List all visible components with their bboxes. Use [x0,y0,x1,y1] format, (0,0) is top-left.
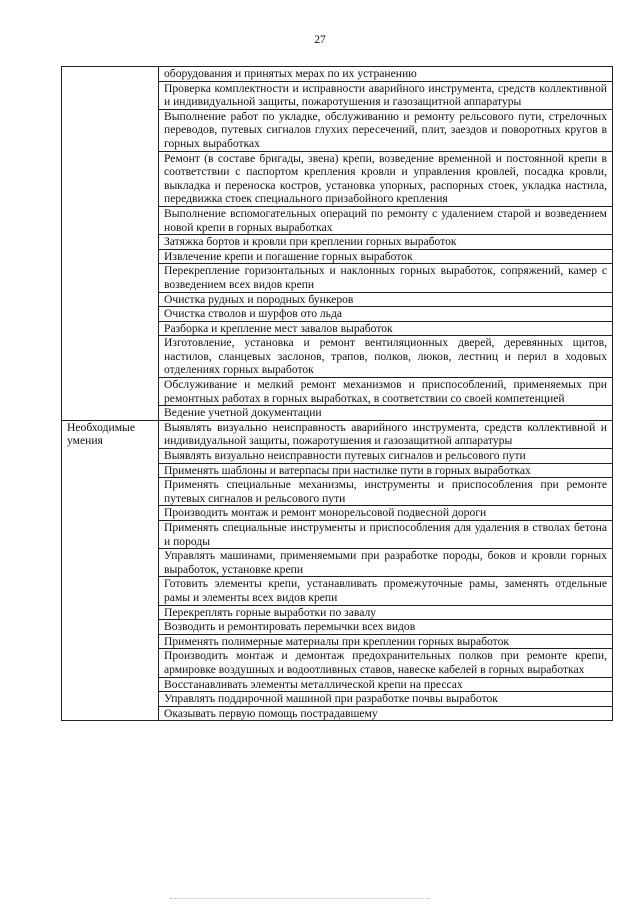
row-text-cell [159,307,613,322]
row-text: Очистка стволов и шурфов ото льда [164,307,343,321]
row-text: Выявлять визуально неисправности путевых сигналов и рельсового пути [164,449,526,463]
row-text: Применять полимерные материалы при креплении горных выработок [164,634,510,648]
row-text: Возводить и ремонтировать перемычки всех видов [164,620,416,634]
row-text-cell [159,81,613,109]
row-text: Перекрепление горизонтальных и наклонных горных выработок, сопряжений, камер с возведением всех видов крепи [164,264,607,291]
row-text: Оказывать первую помощь пострадавшему [164,706,378,720]
table-row [62,420,613,448]
row-text: Очистка рудных и породных бункеров [164,292,354,306]
row-text: Выявлять визуально неисправность аварийного инструмента, средств коллективной и индивидуальной защиты, пожаротушения и газозащитной аппаратуры [164,420,607,448]
row-text-cell [159,706,613,721]
row-text: Готовить элементы крепи, устанавливать промежуточные рамы, заменять отдельные рамы и элементы всех видов крепи [164,577,607,604]
row-text-cell [159,506,613,521]
row-text: Применять шаблоны и ватерпасы при настилке пути в горных выработках [164,463,531,477]
row-text: Обслуживание и мелкий ремонт механизмов и приспособлений, применяемых при ремонтных работах в горных выработках, в соответствии со своей компетенцией [164,378,607,405]
row-text-cell [159,151,613,206]
row-text: Производить монтаж и демонтаж предохранительных полков при ремонте крепи, армировке воздушных и водоотливных ставов, навеске кабелей в горных выработках [164,649,607,676]
row-text: Выполнение вспомогательных операций по ремонту с удалением старой и возведением новой крепи в горных выработках [164,206,607,234]
table-row [62,67,613,82]
row-text-cell [159,321,613,336]
row-text: Управлять поддирочной машиной при разработке почвы выработок [164,692,498,706]
row-text: Выполнение работ по укладке, обслуживанию и ремонту рельсового пути, стрелочных переводов, путевых сигналов глухих пересечений, плит, заездов и поворотных кругов в горных выработках [164,109,607,150]
row-text-cell [159,677,613,692]
row-text: Извлечение крепи и погашение горных выработок [164,249,413,263]
row-text-cell [159,549,613,577]
row-text-cell [159,336,613,378]
row-text-cell [159,206,613,234]
row-text: Затяжка бортов и кровли при креплении горных выработок [164,235,457,249]
row-text-cell [159,235,613,250]
section-label [62,67,159,421]
row-text-cell [159,634,613,649]
row-text-cell [159,620,613,635]
page-number: 27 [314,34,326,46]
row-text: Производить монтаж и ремонт монорельсовой подвесной дороги [164,506,487,520]
row-text-cell [159,577,613,605]
row-text: Восстанавливать элементы металлической крепи на прессах [164,677,463,691]
row-text-cell [159,67,613,82]
row-text-cell [159,292,613,307]
row-text-cell [159,463,613,478]
competency-table [61,66,613,721]
row-text-cell [159,406,613,421]
row-text: Проверка комплектности и исправности аварийного инструмента, средств коллективной и индивидуальной защиты, пожаротушения и газозащитной аппаратуры [164,81,607,109]
scan-artifact-line [170,898,430,899]
row-text-cell [159,249,613,264]
row-text-cell [159,649,613,677]
row-text: Разборка и крепление мест завалов выработок [164,321,393,335]
row-text-cell [159,264,613,292]
row-text-cell [159,692,613,707]
row-text-cell [159,420,613,448]
row-text-cell [159,449,613,464]
row-text: Перекреплять горные выработки по завалу [164,605,377,619]
section-label: Необходимые умения [62,420,159,720]
row-text: Изготовление, установка и ремонт вентиляционных дверей, деревянных щитов, настилов, сланцевых заслонов, трапов, полков, люков, лестниц и перил в ходовых отделениях горных выработок [164,336,607,377]
row-text-cell [159,521,613,549]
row-text: Ремонт (в составе бригады, звена) крепи, возведение временной и постоянной крепи в соответствии с паспортом крепления кровли и управления кровлей, посадка кровли, выкладка и переноска костров, установка упорных, распорных стоек, укладка настила, передвижка стоек специального призабойного крепления [164,151,607,206]
table-body [62,67,613,721]
row-text: оборудования и принятых мерах по их устранению [164,67,417,80]
row-text-cell [159,605,613,620]
row-text-cell [159,378,613,406]
row-text: Ведение учетной документации [164,406,322,420]
row-text: Применять специальные механизмы, инструменты и приспособления при ремонте путевых сигналов и рельсового пути [164,478,607,505]
row-text: Применять специальные инструменты и приспособления для удаления в стволах бетона и породы [164,521,607,548]
row-text-cell [159,109,613,151]
row-text: Управлять машинами, применяемыми при разработке породы, боков и кровли горных выработок, установке крепи [164,549,607,576]
row-text-cell [159,478,613,506]
